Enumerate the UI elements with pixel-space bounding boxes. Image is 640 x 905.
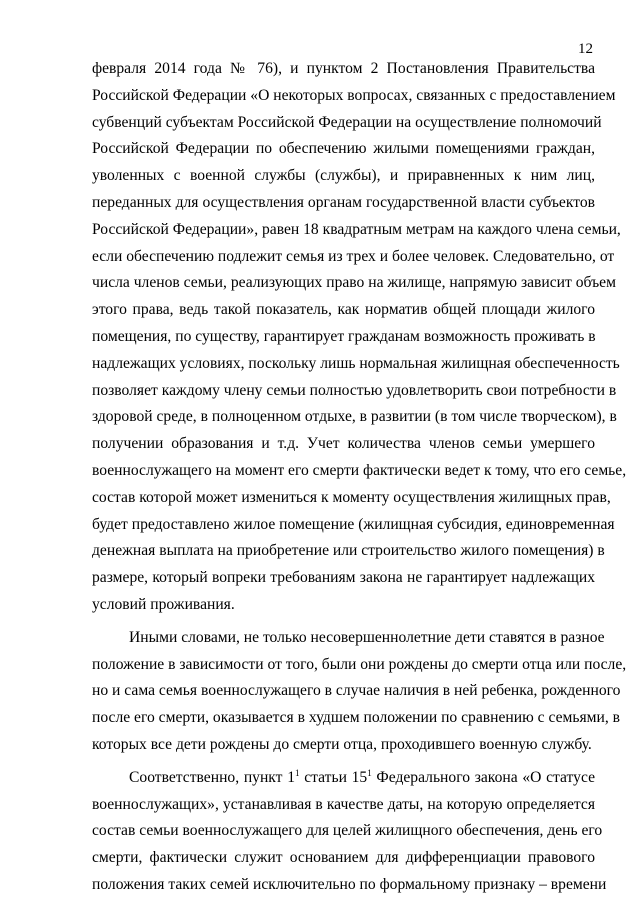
paragraph-line: но и сама семья военнослужащего в случае наличия в ней ребенка, рожденного bbox=[92, 682, 621, 700]
text-run: Соответственно, пункт 1 bbox=[129, 768, 295, 786]
paragraph-line: Российской Федерации по обеспечению жилыми помещениями граждан, bbox=[92, 140, 595, 158]
paragraph-line: этого права, ведь такой показатель, как норматив общей площади жилого bbox=[92, 301, 595, 319]
paragraph-line: февраля 2014 года № 76), и пунктом 2 Постановления Правительства bbox=[92, 60, 595, 77]
superscript: 1 bbox=[295, 767, 300, 778]
text-run: Федерального закона «О статусе bbox=[371, 768, 595, 786]
paragraph-line: военнослужащего на момент его смерти фактически ведет к тому, что его семье, bbox=[92, 461, 627, 479]
page-number: 12 bbox=[578, 41, 593, 57]
paragraph-line: условий проживания. bbox=[92, 595, 235, 613]
paragraph-line: получении образования и т.д. Учет количества членов семьи умершего bbox=[92, 435, 595, 453]
paragraph-line: Иными словами, не только несовершеннолетние дети ставятся в разное bbox=[129, 628, 605, 646]
paragraph-line: положение в зависимости от того, были они рождены до смерти отца или после, bbox=[92, 655, 627, 673]
paragraph-line: помещения, по существу, гарантирует гражданам возможность проживать в bbox=[92, 327, 596, 345]
body-text bbox=[92, 56, 627, 899]
paragraph-line: положения таких семей исключительно по формальному признаку – времени bbox=[92, 875, 607, 893]
paragraph-line: будет предоставлено жилое помещение (жилищная субсидия, единовременная bbox=[92, 515, 615, 533]
paragraph-line: надлежащих условиях, поскольку лишь нормальная жилищная обеспеченность bbox=[92, 354, 620, 372]
paragraph-line: позволяет каждому члену семьи полностью удовлетворить свои потребности в bbox=[92, 381, 617, 399]
paragraph-line: субвенций субъектам Российской Федерации на осуществление полномочий bbox=[92, 113, 602, 131]
paragraph-line: переданных для осуществления органам государственной власти субъектов bbox=[92, 193, 595, 211]
paragraph-line: после его смерти, оказывается в худшем положении по сравнению с семьями, в bbox=[92, 709, 621, 727]
paragraph-line: состав семьи военнослужащего для целей жилищного обеспечения, день его bbox=[92, 822, 603, 840]
paragraph-2 bbox=[92, 625, 627, 759]
paragraph-line bbox=[92, 765, 595, 792]
paragraph-line: денежная выплата на приобретение или строительство жилого помещения) в bbox=[92, 542, 605, 560]
paragraph-line: смерти, фактически служит основанием для дифференциации правового bbox=[92, 849, 595, 867]
paragraph-line: военнослужащих», устанавливая в качестве даты, на которую определяется bbox=[92, 795, 595, 813]
paragraph-line: размере, который вопреки требованиям закона не гарантирует надлежащих bbox=[92, 569, 595, 587]
paragraph-line: здоровой среде, в полноценном отдыхе, в развитии (в том числе творческом), в bbox=[92, 408, 617, 426]
paragraph-line: Российской Федерации», равен 18 квадратным метрам на каждого члена семьи, bbox=[92, 220, 621, 238]
paragraph-1 bbox=[92, 56, 627, 619]
superscript: 1 bbox=[367, 767, 372, 778]
paragraph-3 bbox=[92, 765, 607, 899]
text-run: статьи 15 bbox=[299, 768, 368, 786]
paragraph-line: которых все дети рождены до смерти отца, проходившего военную службу. bbox=[92, 735, 592, 753]
paragraph-line: числа членов семьи, реализующих право на жилище, напрямую зависит объем bbox=[92, 274, 616, 292]
paragraph-line: Российской Федерации «О некоторых вопросах, связанных с предоставлением bbox=[92, 86, 616, 104]
paragraph-line: если обеспечению подлежит семья из трех и более человек. Следовательно, от bbox=[92, 247, 615, 265]
paragraph-line: уволенных с военной службы (службы), и приравненных к ним лиц, bbox=[92, 167, 595, 185]
paragraph-line: состав которой может измениться к моменту осуществления жилищных прав, bbox=[92, 488, 611, 506]
